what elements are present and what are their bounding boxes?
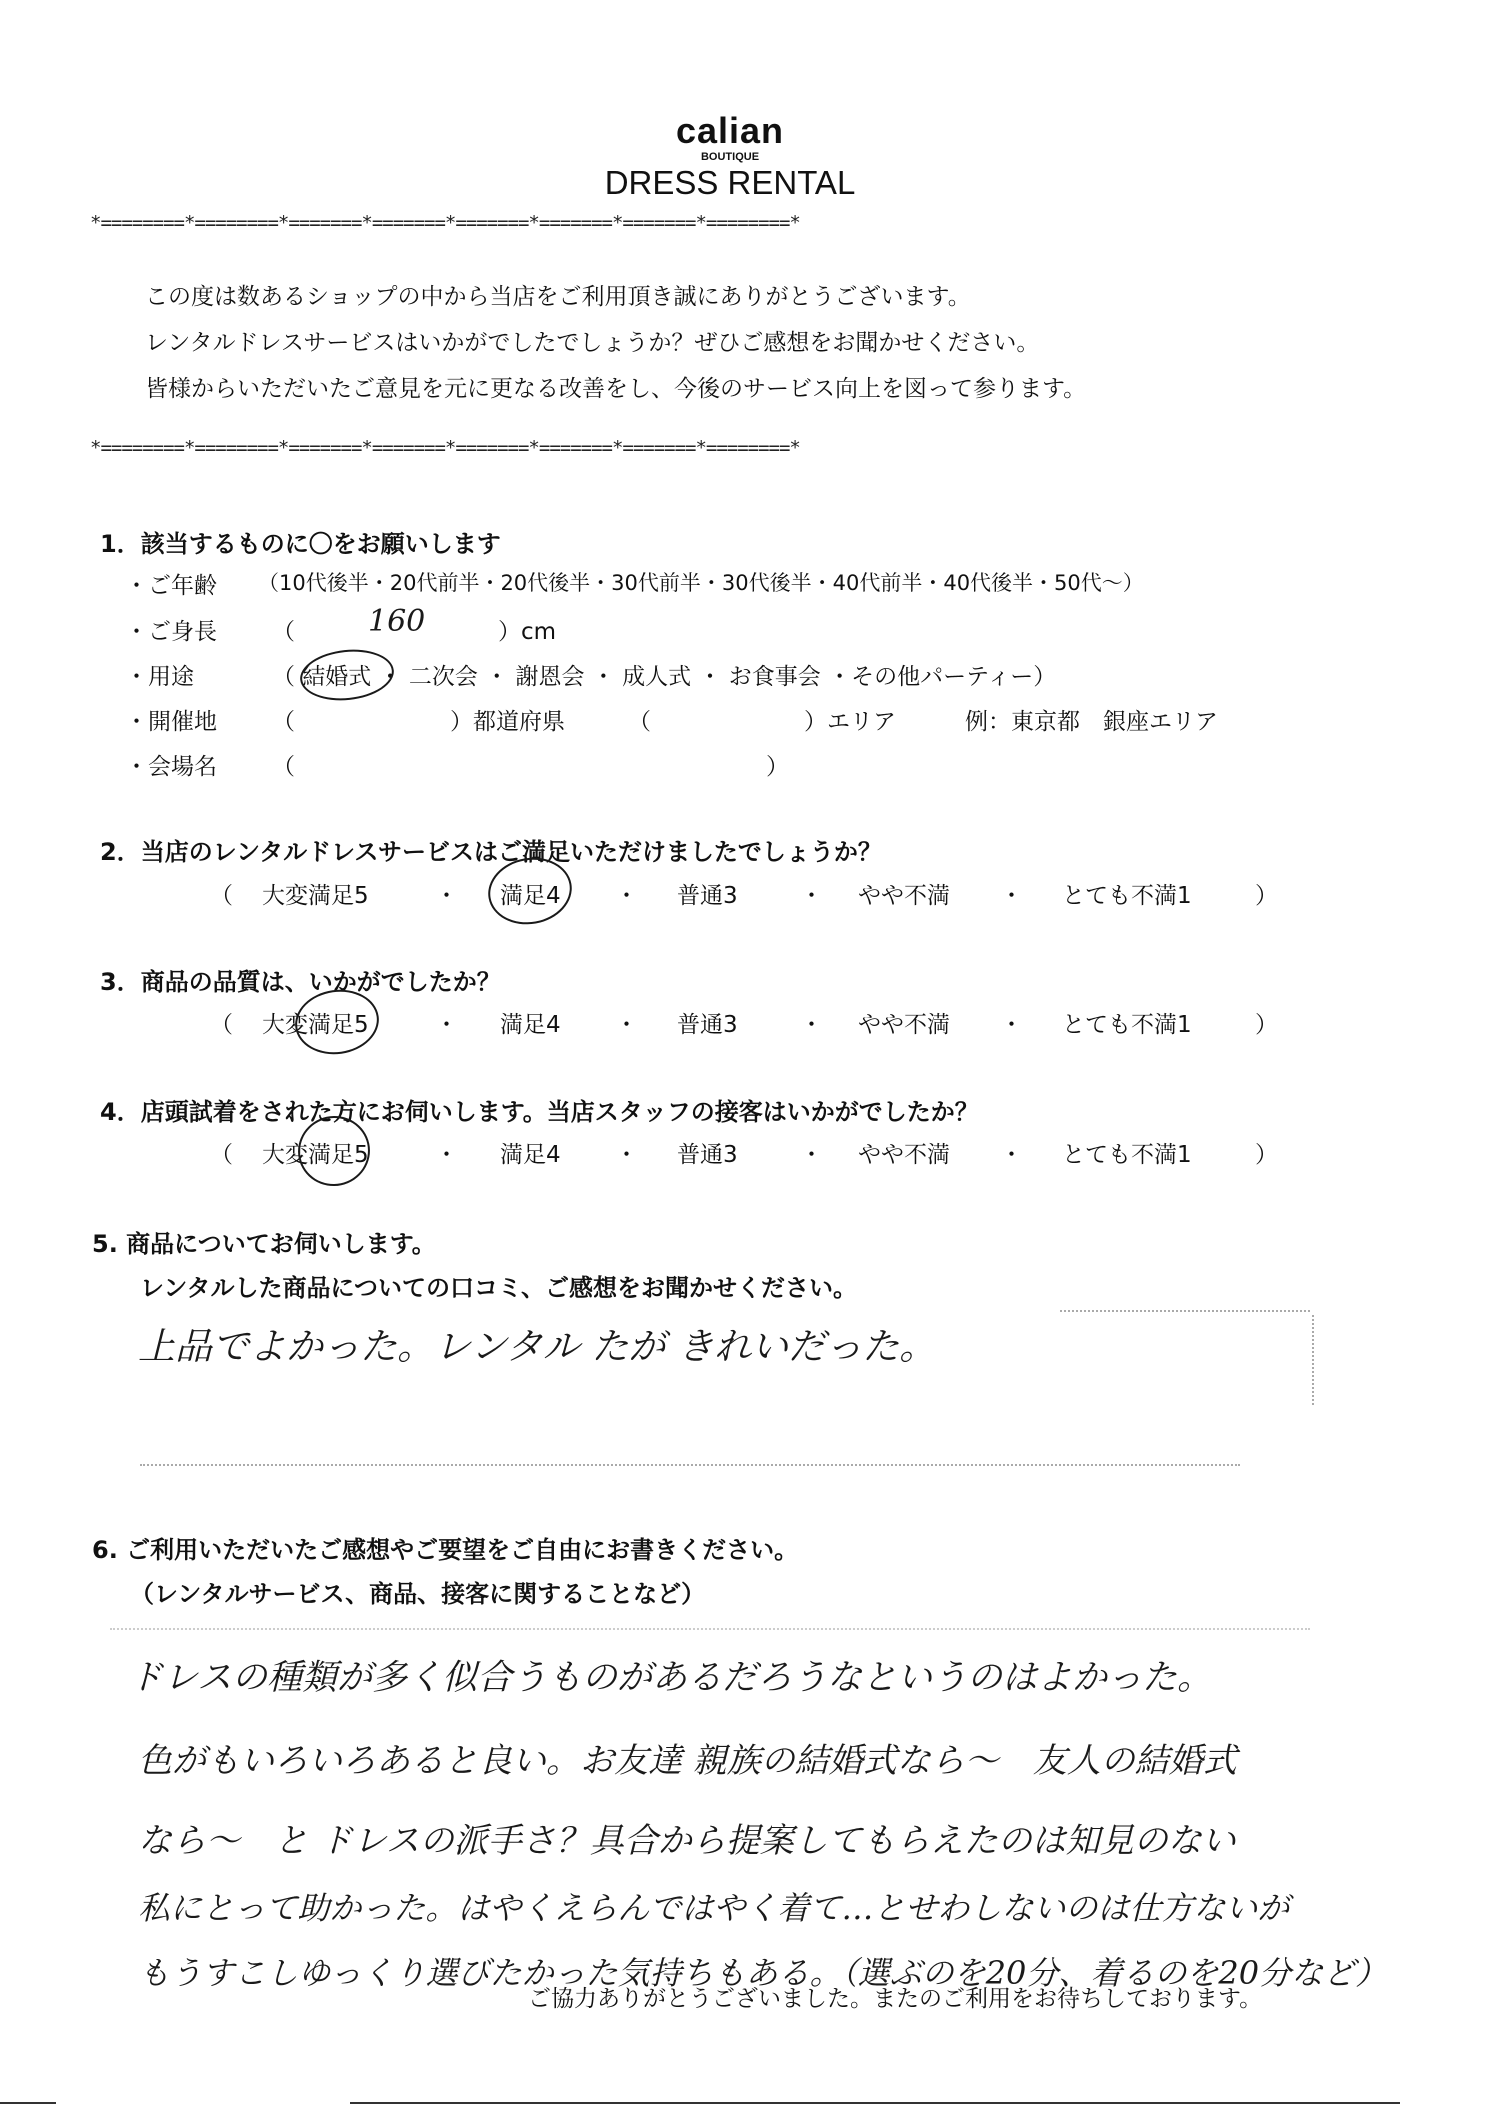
age-label: ・ご年齢: [125, 573, 217, 599]
brand-logo-sub: BOUTIQUE: [700, 151, 760, 163]
q6-subtitle: （レンタルサービス、商品、接客に関することなど）: [130, 1580, 706, 1608]
hall-label: ・会場名: [125, 754, 217, 780]
q2-option-4: 満足4: [500, 883, 561, 909]
q4-sep-4: ・: [1000, 1142, 1023, 1168]
height-label: ・ご身長: [125, 619, 217, 645]
venue-pref: ）都道府県: [450, 709, 565, 735]
footer-rule-left: [0, 2102, 56, 2104]
q6-answer-line-1: ドレスの種類が多く似合うものがあるだろうなというのはよかった。: [128, 1658, 1212, 1698]
hall-close: ）: [766, 754, 789, 780]
q2-sep-1: ・: [435, 883, 458, 909]
q5-box-bottom-line: [140, 1464, 1240, 1466]
q2-open: （: [210, 883, 233, 909]
q3-sep-1: ・: [435, 1012, 458, 1038]
q2-title: 2．当店のレンタルドレスサービスはご満足いただけましたでしょうか？: [100, 838, 882, 866]
q5-subtitle: レンタルした商品についての口コミ、ご感想をお聞かせください。: [140, 1274, 857, 1302]
q3-sep-4: ・: [1000, 1012, 1023, 1038]
q2-sep-2: ・: [615, 883, 638, 909]
q6-answer-line-4: 私にとって助かった。はやくえらんではやく着て…とせわしないのは仕方ないが: [138, 1889, 1290, 1927]
venue-area: ）エリア: [804, 709, 896, 735]
q4-sep-2: ・: [615, 1142, 638, 1168]
hall-open: （: [272, 754, 295, 780]
age-options: （10代後半・20代前半・20代後半・30代前半・30代後半・40代前半・40代後半・50代〜）: [258, 571, 1144, 595]
venue-label: ・開催地: [125, 709, 217, 735]
q2-close: ）: [1255, 883, 1278, 909]
q5-box-right-line: [1312, 1315, 1314, 1405]
q3-title: 3．商品の品質は、いかがでしたか？: [100, 968, 501, 996]
q3-sep-3: ・: [800, 1012, 823, 1038]
q4-sep-3: ・: [800, 1142, 823, 1168]
q6-box-top-line: [110, 1628, 1310, 1630]
q4-sep-1: ・: [435, 1142, 458, 1168]
q5-answer: 上品でよかった。レンタル たが きれいだった。: [138, 1325, 937, 1368]
q3-option-4: 満足4: [500, 1012, 561, 1038]
q6-answer-line-5: もうすこしゆっくり選びたかった気持ちもある。（選ぶのを20分、着るのを20分など）: [138, 1954, 1388, 1992]
q3-open: （: [210, 1012, 233, 1038]
q4-option-2: やや不満: [858, 1142, 950, 1168]
q6-answer-line-3: なら〜 と ドレスの派手さ？具合から提案してもらえたのは知見のない: [138, 1821, 1236, 1861]
q4-close: ）: [1255, 1142, 1278, 1168]
divider-bottom: *========*========*=======*=======*=======*=======*=======*========*: [90, 437, 800, 459]
height-close: ）cm: [498, 619, 557, 645]
venue-example: 例：東京都 銀座エリア: [965, 709, 1218, 735]
q2-option-1: とても不満1: [1062, 883, 1192, 909]
height-answer: 160: [368, 604, 426, 639]
q3-option-2: やや不満: [858, 1012, 950, 1038]
q4-option-1: とても不満1: [1062, 1142, 1192, 1168]
purpose-options: （ 結婚式 ・ 二次会 ・ 謝恩会 ・ 成人式 ・ お食事会 ・その他パーティー）: [272, 664, 1057, 690]
q2-sep-4: ・: [1000, 883, 1023, 909]
footer-rule: [350, 2102, 1400, 2104]
q2-option-5: 大変満足5: [262, 883, 369, 909]
q4-open: （: [210, 1142, 233, 1168]
q4-option-5: 大変満足5: [262, 1142, 369, 1168]
q6-answer-line-2: 色がもいろいろあると良い。お友達 親族の結婚式なら〜 友人の結婚式: [138, 1741, 1237, 1781]
q2-option-2: やや不満: [858, 883, 950, 909]
footer-thanks: ご協力ありがとうございました。またのご利用をお待ちしております。: [528, 1986, 1263, 2012]
q2-option-3: 普通3: [677, 883, 738, 909]
q4-option-3: 普通3: [677, 1142, 738, 1168]
brand-logo-name: calian: [675, 110, 785, 151]
venue-area-open: （: [628, 709, 651, 735]
q6-title: 6. ご利用いただいたご感想やご要望をご自由にお書きください。: [92, 1536, 799, 1564]
intro-line-1: この度は数あるショップの中から当店をご利用頂き誠にありがとうございます。: [145, 284, 971, 310]
q4-title: 4．店頭試着をされた方にお伺いします。当店スタッフの接客はいかがでしたか？: [100, 1098, 979, 1126]
page-title: DRESS RENTAL: [604, 164, 856, 201]
purpose-label: ・用途: [125, 664, 194, 690]
q3-sep-2: ・: [615, 1012, 638, 1038]
intro-line-2: レンタルドレスサービスはいかがでしたでしょうか？ぜひご感想をお聞かせください。: [145, 330, 1040, 356]
q3-option-1: とても不満1: [1062, 1012, 1192, 1038]
q3-option-3: 普通3: [677, 1012, 738, 1038]
q3-option-5: 大変満足5: [262, 1012, 369, 1038]
q1-title: 1．該当するものに〇をお願いします: [100, 530, 501, 558]
divider-top: *========*========*=======*=======*=======*=======*=======*========*: [90, 212, 800, 234]
q5-title: 5. 商品についてお伺いします。: [92, 1230, 436, 1258]
venue-pref-open: （: [272, 709, 295, 735]
q2-sep-3: ・: [800, 883, 823, 909]
q3-close: ）: [1255, 1012, 1278, 1038]
intro-line-3: 皆様からいただいたご意見を元に更なる改善をし、今後のサービス向上を図って参ります。: [145, 376, 1087, 402]
purpose-selected-circle: [298, 645, 397, 705]
q4-option-4: 満足4: [500, 1142, 561, 1168]
q5-box-top-line: [1060, 1310, 1310, 1312]
height-open: （: [272, 619, 295, 645]
